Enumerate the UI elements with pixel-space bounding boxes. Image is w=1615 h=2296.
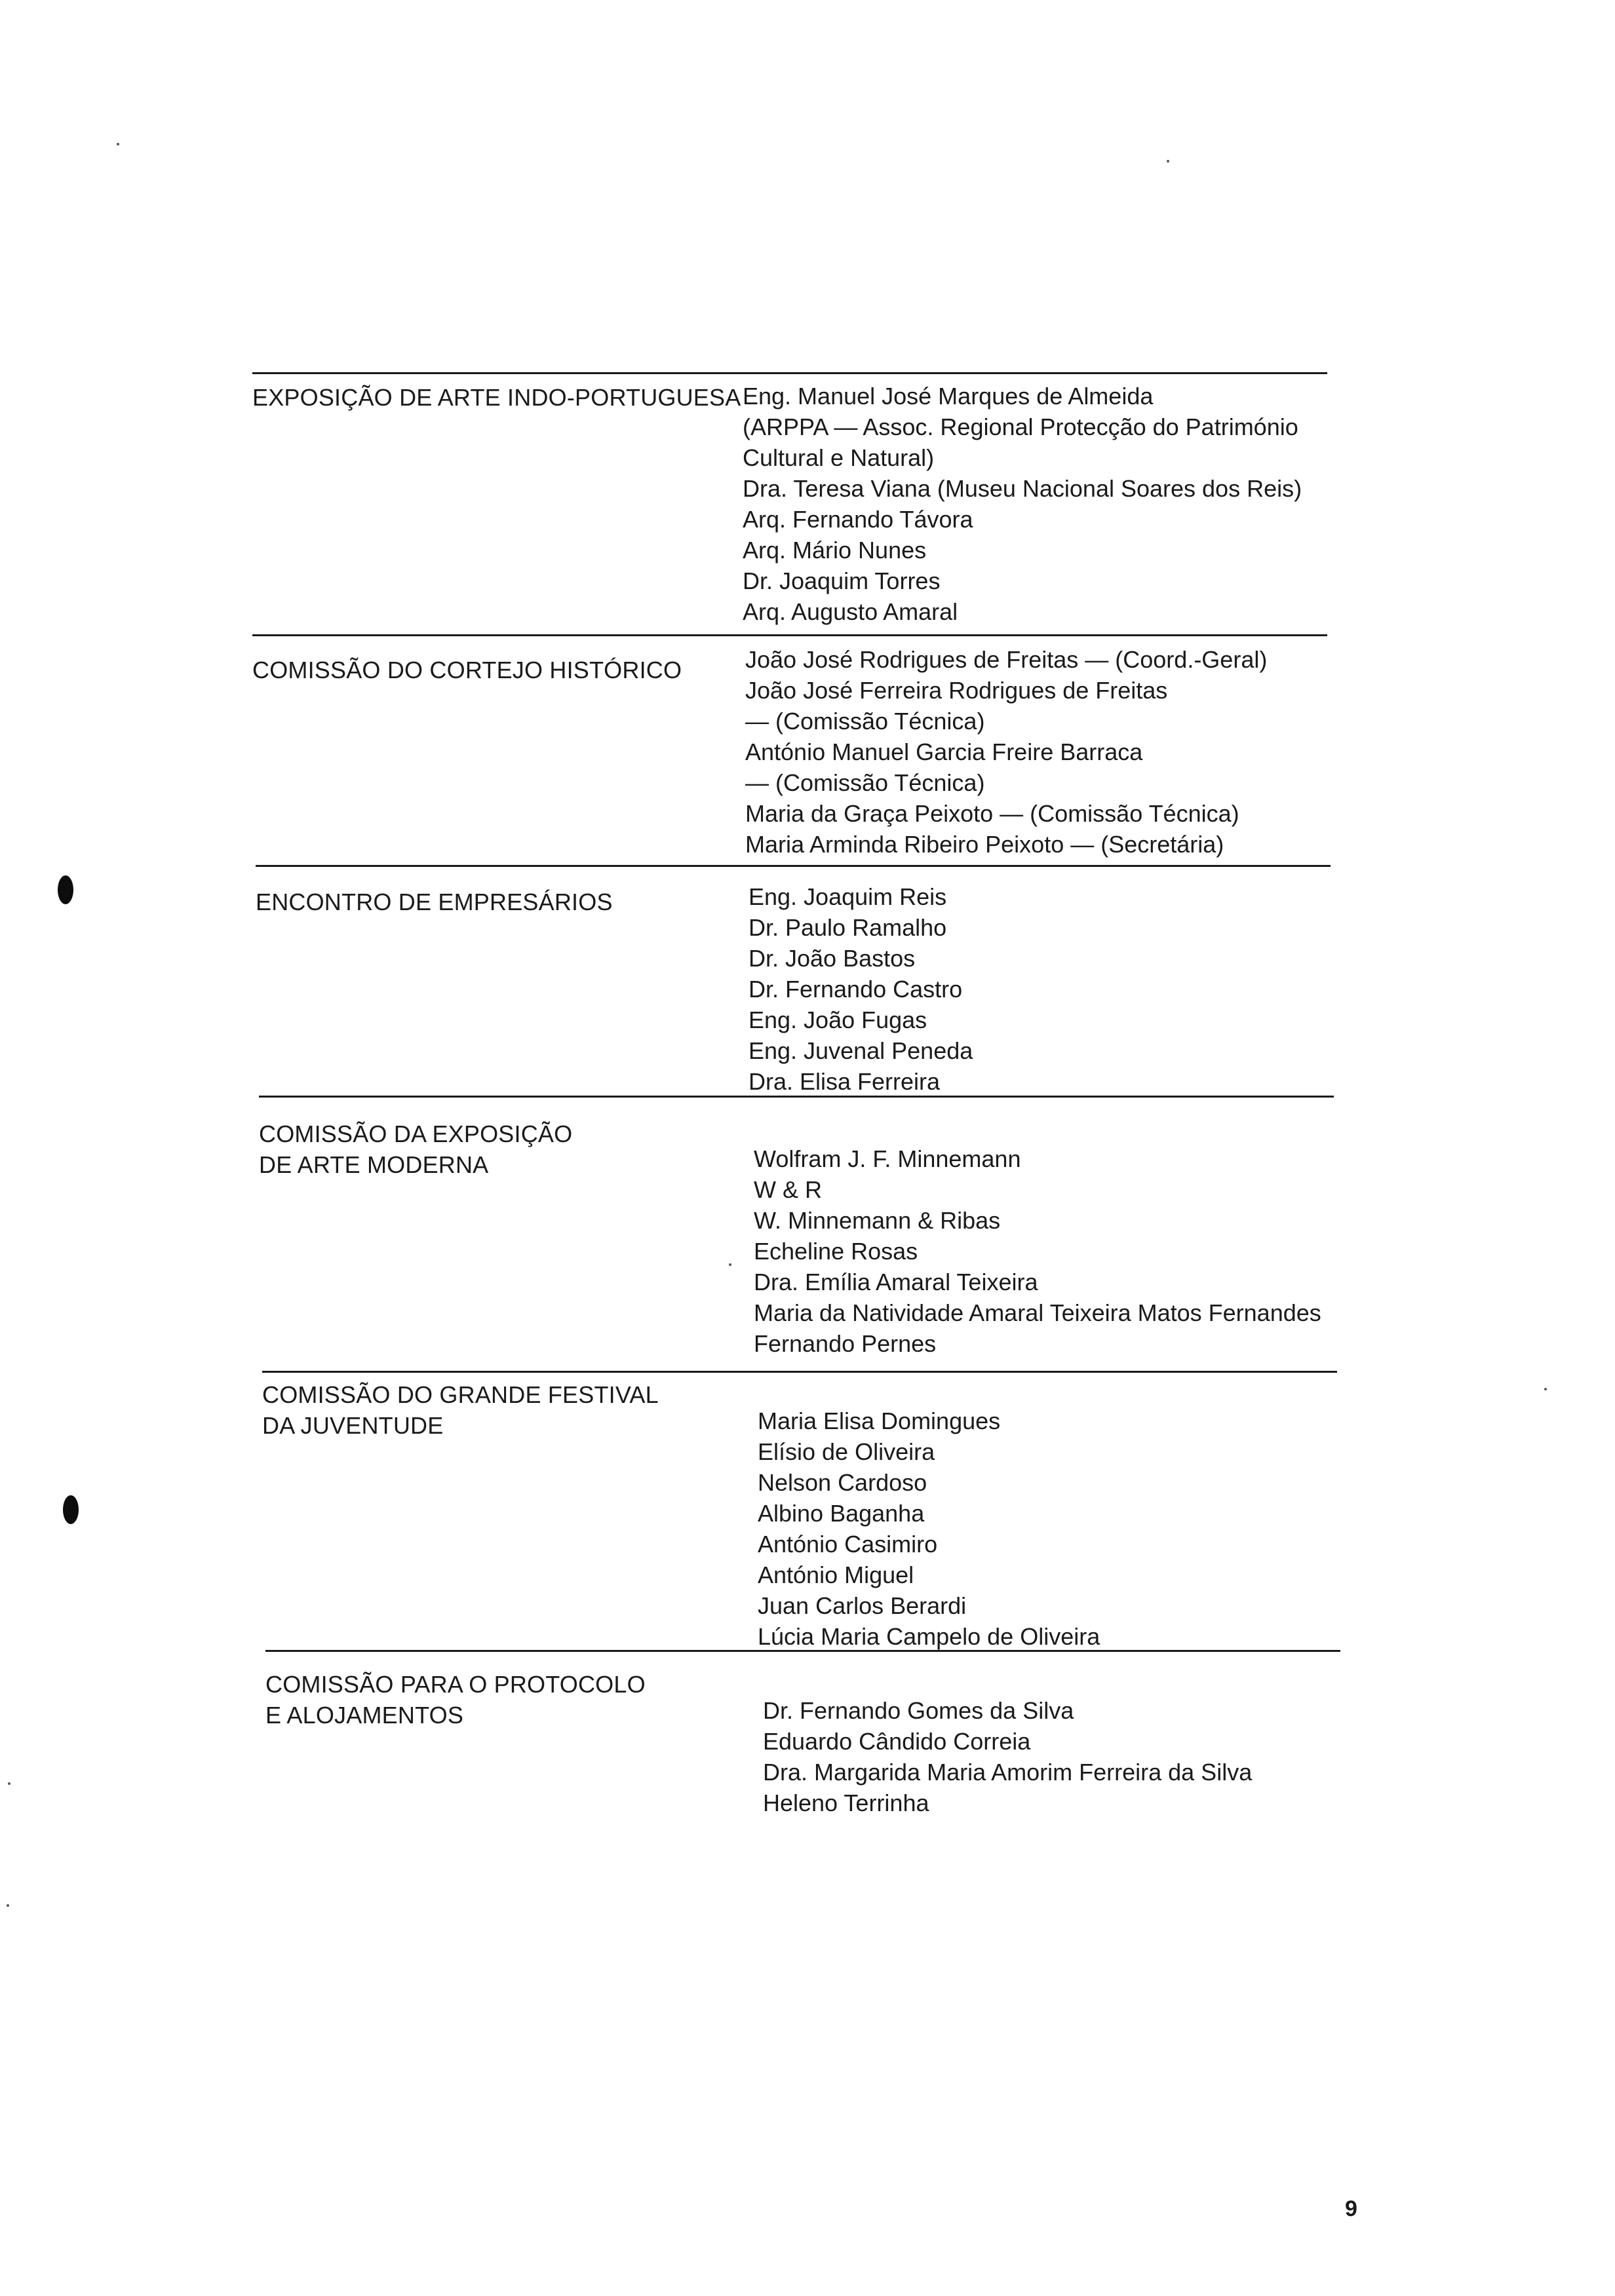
section-heading: COMISSÃO DO CORTEJO HISTÓRICO <box>252 657 682 683</box>
member-name: António Casimiro <box>758 1531 938 1558</box>
member-name: Cultural e Natural) <box>743 444 935 471</box>
member-name: — (Comissão Técnica) <box>745 769 985 796</box>
section-heading: ENCONTRO DE EMPRESÁRIOS <box>256 889 613 915</box>
punch-hole-mark <box>63 1495 79 1524</box>
member-list <box>758 1406 1100 1652</box>
member-name: Dra. Elisa Ferreira <box>749 1068 941 1095</box>
member-name: Nelson Cardoso <box>758 1469 927 1496</box>
section-business-meeting <box>256 865 1331 1095</box>
scan-speck <box>1167 160 1169 163</box>
scan-speck <box>7 1904 9 1907</box>
member-name: Maria da Natividade Amaral Teixeira Matos Fernandes <box>754 1299 1321 1326</box>
member-name: Juan Carlos Berardi <box>758 1592 967 1619</box>
member-name: Dra. Margarida Maria Amorim Ferreira da Silva <box>763 1759 1253 1786</box>
member-name: Echeline Rosas <box>754 1238 918 1265</box>
member-name: Dr. Joaquim Torres <box>743 567 941 594</box>
section-protocol-accommodation <box>265 1650 1340 1816</box>
member-name: João José Rodrigues de Freitas — (Coord.-Geral) <box>745 646 1268 673</box>
member-name: Maria Arminda Ribeiro Peixoto — (Secretária) <box>745 831 1224 858</box>
member-name: Albino Baganha <box>758 1500 925 1527</box>
section-youth-festival <box>262 1371 1337 1650</box>
member-list <box>754 1143 1321 1359</box>
member-name: António Manuel Garcia Freire Barraca <box>745 738 1143 765</box>
member-list <box>749 881 973 1097</box>
scan-speck <box>117 143 119 145</box>
member-list <box>763 1695 1252 1818</box>
member-list <box>743 381 1302 627</box>
member-name: Dr. Paulo Ramalho <box>749 914 947 941</box>
member-name: Arq. Fernando Távora <box>743 506 973 533</box>
member-name: Lúcia Maria Campelo de Oliveira <box>758 1623 1100 1650</box>
scan-speck <box>729 1263 731 1266</box>
member-name: Elísio de Oliveira <box>758 1438 935 1465</box>
member-name: Wolfram J. F. Minnemann <box>754 1145 1021 1172</box>
member-list <box>745 644 1267 860</box>
section-heading: COMISSÃO DO GRANDE FESTIVAL DA JUVENTUDE <box>262 1381 659 1439</box>
section-historical-parade <box>252 634 1327 858</box>
member-name: Eng. Joaquim Reis <box>749 883 947 910</box>
member-name: Dr. João Bastos <box>749 945 916 972</box>
member-name: Dra. Emília Amaral Teixeira <box>754 1269 1038 1295</box>
section-heading: EXPOSIÇÃO DE ARTE INDO-PORTUGUESA <box>252 384 741 411</box>
member-name: Dr. Fernando Castro <box>749 976 963 1003</box>
member-name: António Miguel <box>758 1561 914 1588</box>
member-name: Dra. Teresa Viana (Museu Nacional Soares dos Reis) <box>743 475 1302 502</box>
scan-speck <box>1544 1388 1547 1390</box>
member-name: Maria Elisa Domingues <box>758 1407 1001 1434</box>
member-name: João José Ferreira Rodrigues de Freitas <box>745 677 1168 704</box>
member-name: Arq. Augusto Amaral <box>743 598 958 625</box>
member-name: W & R <box>754 1176 822 1203</box>
section-heading: COMISSÃO PARA O PROTOCOLO E ALOJAMENTOS <box>265 1671 646 1729</box>
member-name: Eng. Manuel José Marques de Almeida <box>743 383 1154 410</box>
member-name: W. Minnemann & Ribas <box>754 1207 1001 1234</box>
punch-hole-mark <box>58 875 73 904</box>
member-name: Eng. João Fugas <box>749 1006 927 1033</box>
scan-speck <box>8 1782 10 1785</box>
member-name: Maria da Graça Peixoto — (Comissão Técnica) <box>745 800 1239 827</box>
member-name: (ARPPA — Assoc. Regional Protecção do Património <box>743 413 1298 440</box>
section-indo-portuguese-exhibition <box>252 372 1327 625</box>
member-name: Dr. Fernando Gomes da Silva <box>763 1697 1074 1724</box>
member-name: Eng. Juvenal Peneda <box>749 1037 973 1064</box>
member-name: Eduardo Cândido Correia <box>763 1728 1031 1755</box>
section-heading: COMISSÃO DA EXPOSIÇÃO DE ARTE MODERNA <box>259 1120 573 1178</box>
member-name: — (Comissão Técnica) <box>745 708 985 735</box>
member-name: Fernando Pernes <box>754 1330 937 1357</box>
section-modern-art-exhibition <box>259 1096 1334 1357</box>
member-name: Arq. Mário Nunes <box>743 537 927 564</box>
page-number: 9 <box>1345 2196 1357 2221</box>
member-name: Heleno Terrinha <box>763 1789 929 1816</box>
